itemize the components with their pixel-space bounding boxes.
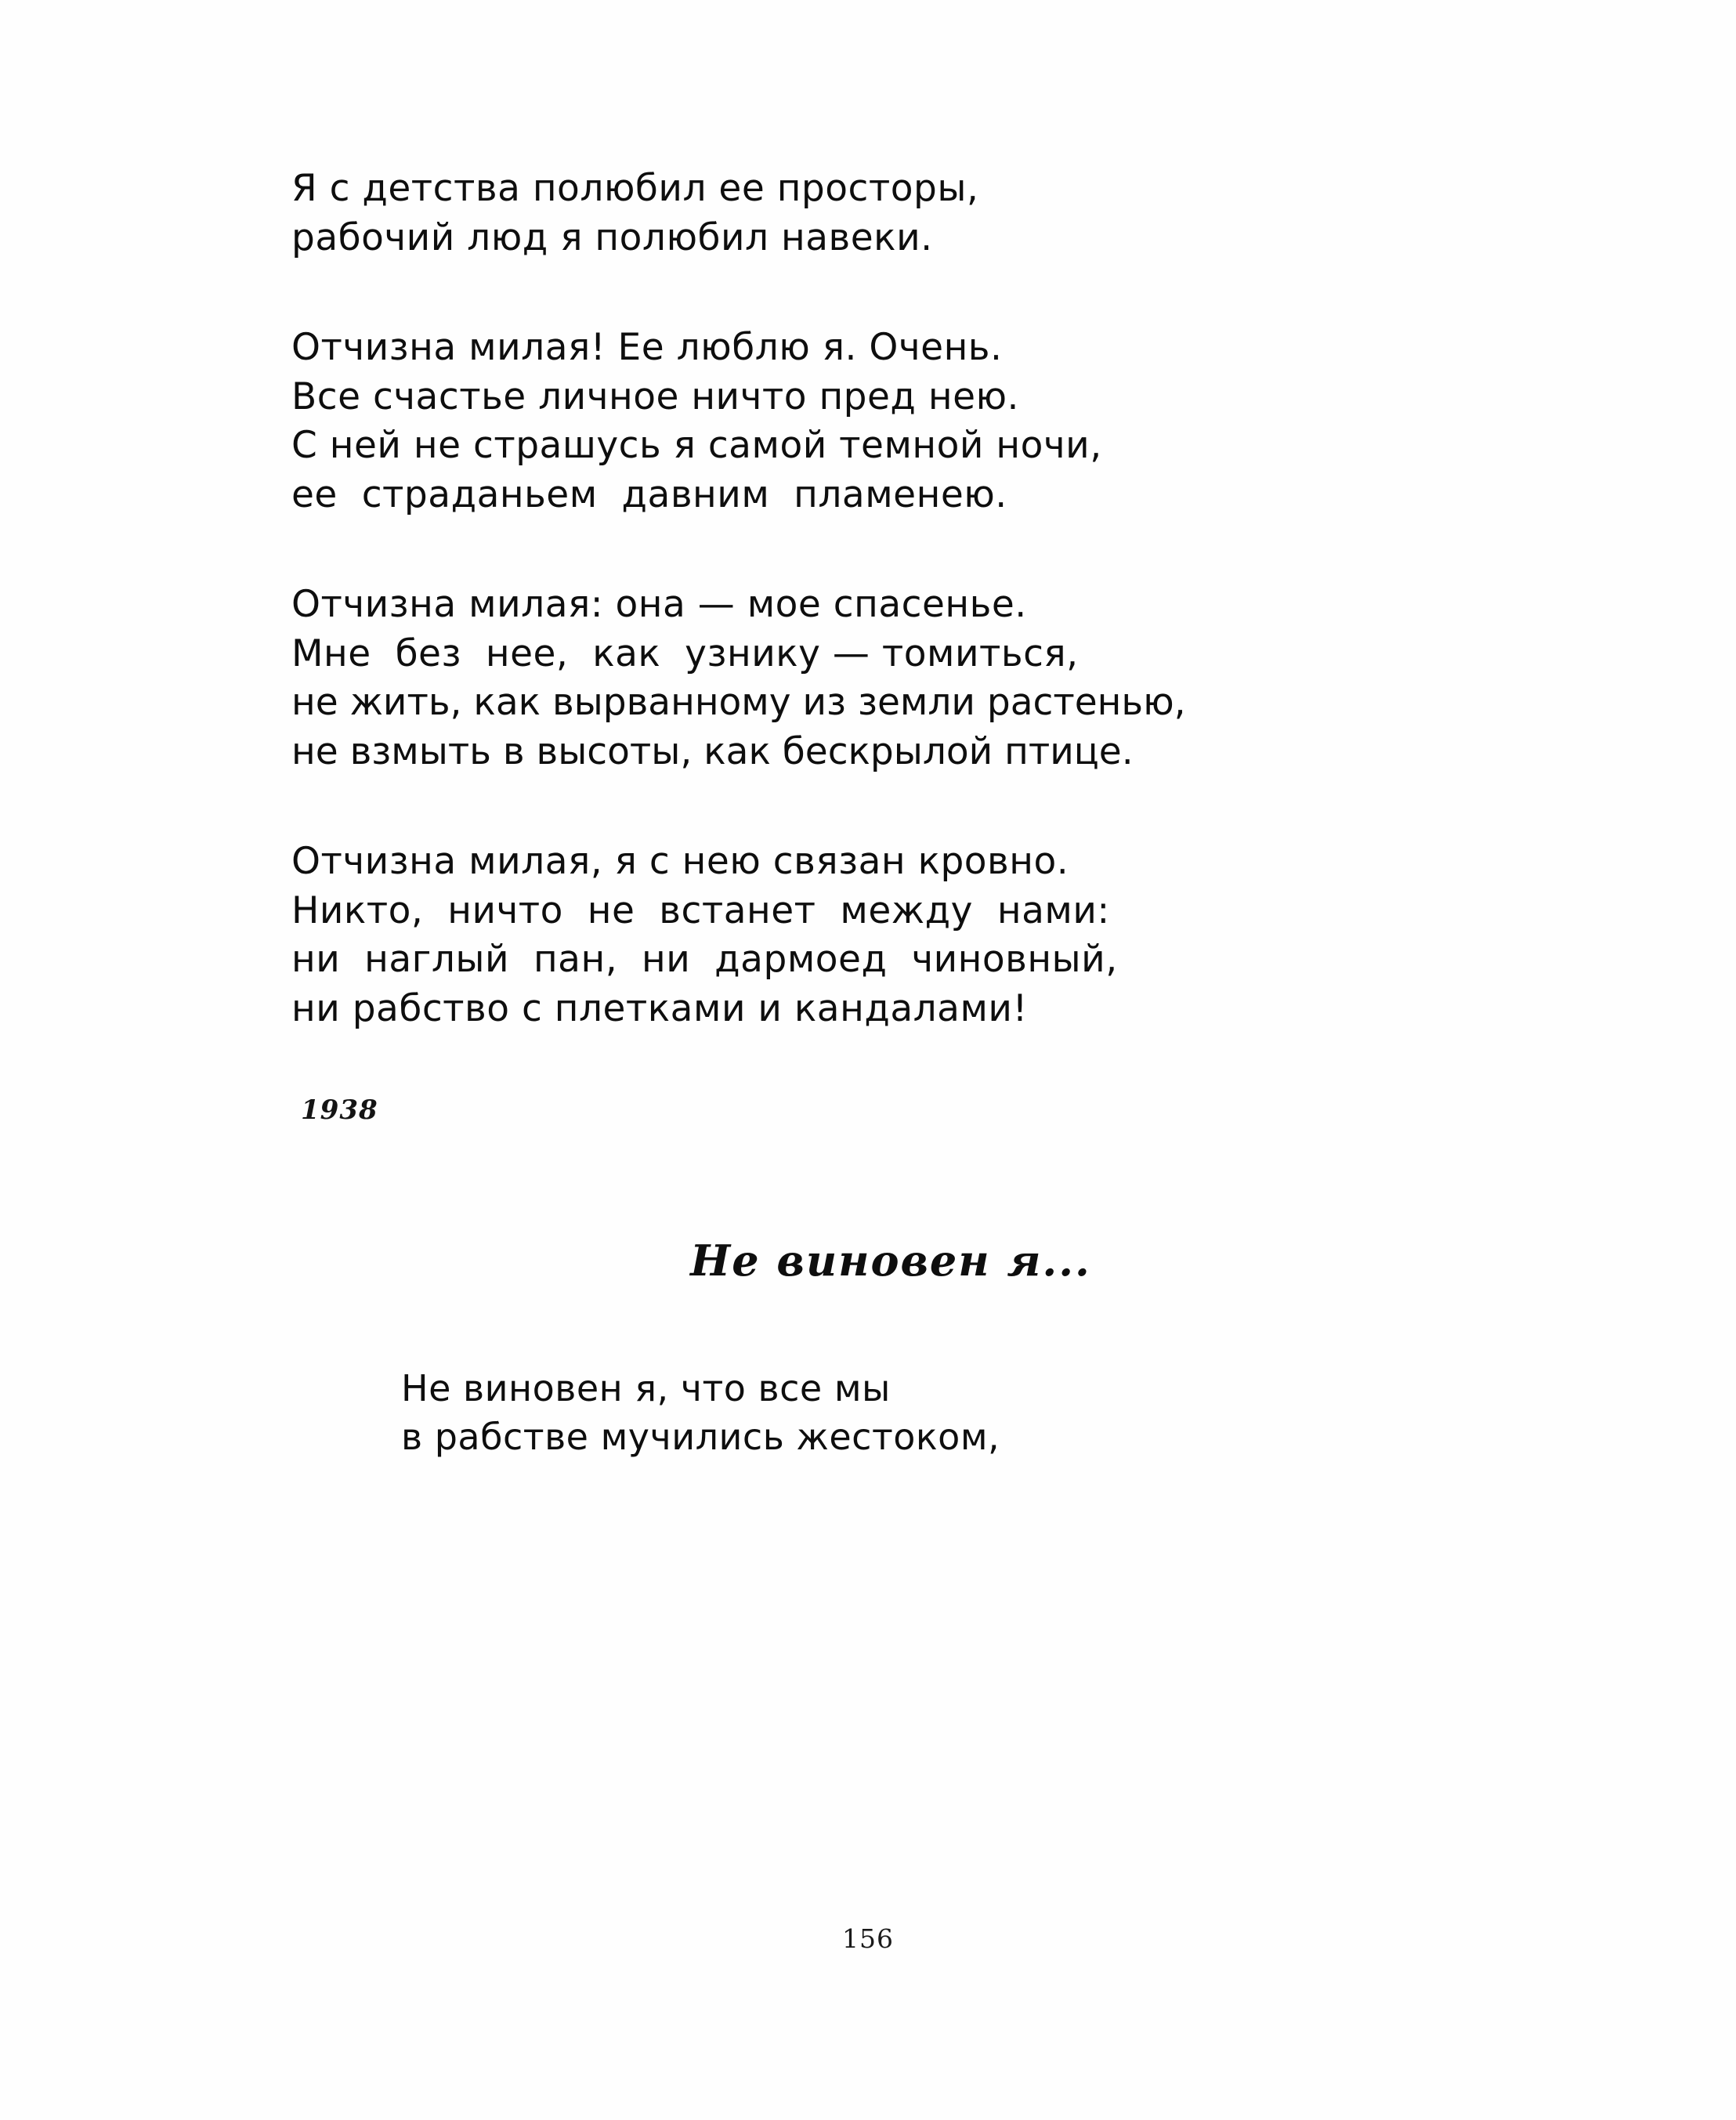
poem-line: Отчизна милая, я с нею связан кровно. bbox=[291, 840, 1069, 883]
poem-line: не взмыть в высоты, как бескрылой птице. bbox=[291, 729, 1134, 773]
poem-line: не жить, как вырванному из земли растенью, bbox=[291, 681, 1186, 724]
poem-line: Мне без нее, как узнику — томиться, bbox=[291, 631, 1079, 675]
poem-line: Никто, ничто не встанет между нами: bbox=[291, 888, 1110, 932]
poem-line: ее страданьем давним пламенею. bbox=[291, 472, 1007, 516]
poem-line: Я с детства полюбил ее просторы, bbox=[291, 167, 979, 210]
poem-line: ни рабство с плетками и кандалами! bbox=[291, 986, 1028, 1030]
poem-line: С ней не страшусь я самой темной ночи, bbox=[291, 424, 1102, 467]
poem-line: рабочий люд я полюбил навеки. bbox=[291, 215, 933, 259]
stanza bbox=[291, 324, 1467, 519]
poem-year: 1938 bbox=[301, 1094, 378, 1126]
stanza bbox=[291, 838, 1467, 1033]
poem-line: Отчизна милая! Ее люблю я. Очень. bbox=[291, 326, 1003, 369]
stanza bbox=[291, 165, 1467, 262]
poem-body bbox=[291, 165, 1467, 1461]
poem-line: Не виновен я, что все мы bbox=[401, 1367, 891, 1409]
poem-line: Все счастье личное ничто пред нею. bbox=[291, 374, 1020, 418]
stanza bbox=[291, 1364, 1467, 1461]
page-number: 156 bbox=[842, 1923, 894, 1954]
poem-line: Отчизна милая: она — мое спасенье. bbox=[291, 583, 1027, 626]
stanza bbox=[291, 581, 1467, 776]
poem-title: Не виновен я... bbox=[690, 1235, 1091, 1286]
poem-line: в рабстве мучились жестоком, bbox=[401, 1416, 1000, 1459]
poem-line: ни наглый пан, ни дармоед чиновный, bbox=[291, 938, 1118, 981]
